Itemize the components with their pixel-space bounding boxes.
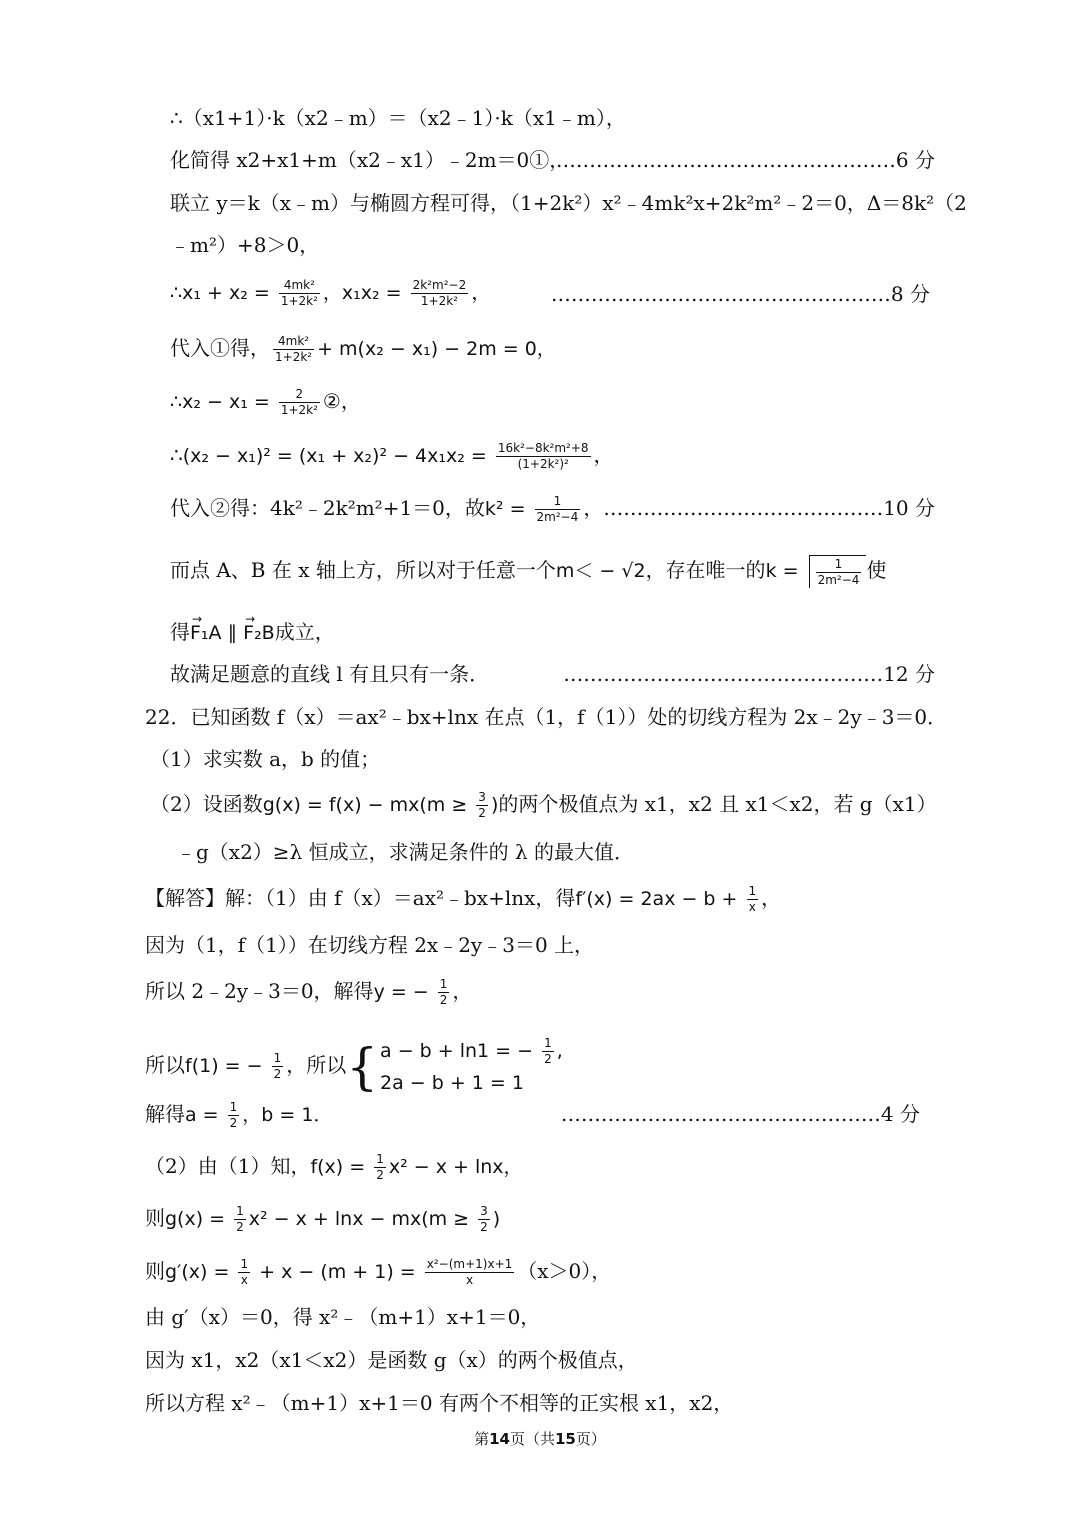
fraction: $\frac{1}{2}$ [236,1204,244,1234]
text: ∴ [170,443,183,467]
text: 代入②得：4k²﹣2k²m²+1＝0，故 [170,496,485,520]
text-line: ﹣m²）+8＞0， [170,233,320,257]
question-title: 22．已知函数 f（x）＝ax²﹣bx+lnx 在点（1，f（1））处的切线方程为 2x﹣2y﹣3＝0． [145,705,948,729]
text: 使 [866,558,887,582]
formula-line [145,1100,332,1131]
math: f(1) = − [185,1055,269,1077]
math: + m(x₂ − x₁) − 2m = 0， [317,338,556,360]
math: a = [185,1104,225,1126]
brace: { [346,1037,379,1096]
page-total: 15 [555,1430,576,1448]
text: 则 [145,1259,165,1283]
text: （x＞0）， [517,1259,612,1283]
text-line: 因为 x1，x2（x1＜x2）是函数 g（x）的两个极值点， [145,1348,638,1372]
score-marker: …………………………………………4 分 [560,1102,920,1126]
text: ，所以 [286,1053,347,1077]
text-line: 因为（1，f（1））在切线方程 2x﹣2y﹣3＝0 上， [145,933,595,957]
formula-line [170,387,361,418]
text: ，存在唯一的 [645,558,766,582]
math: (x₂ − x₁)² = (x₁ + x₂)² − 4x₁x₂ = [182,445,493,467]
fraction: $\frac{\text{4mk²}}{\text{1+2k²}}$ [280,278,318,308]
formula-line [145,977,472,1008]
formula-line [170,494,603,525]
fraction: $\frac{\text{16k²−8k²m²+8}}{\text{(1+2k²)²}}$ [497,441,589,471]
math: g(x) = f(x) − mx(m ≥ [262,794,474,816]
punct: ， [593,443,614,467]
formula-line [170,334,556,365]
text-line: 所以方程 x²﹣（m+1）x+1＝0 有两个不相等的正实根 x1，x2， [145,1391,734,1415]
text: 所以 2﹣2y﹣3＝0，解得 [145,979,374,1003]
math: k = [765,560,805,582]
fraction: $\frac{1}{2}$ [376,1152,384,1182]
math: ，b = 1． [242,1104,333,1126]
math: ) [490,794,499,816]
text-line: 故满足题意的直线 l 有且只有一条． [170,662,490,686]
fraction: $\frac{1}{\text{2m²−4}}$ [817,557,860,587]
math: m＜ − √2 [555,560,646,582]
formula-line [150,790,937,821]
text: ②， [322,389,361,413]
text: 【解答】解：（1）由 f（x）＝ax²﹣bx+lnx，得 [145,886,576,910]
formula-line [170,441,614,472]
fraction: $\frac{\text{x²−(m+1)x+1}}{x}$ [426,1257,513,1287]
formula-line [145,1257,611,1288]
text: （2）设函数 [150,792,263,816]
math: g′(x) = [165,1261,236,1283]
formula-line [145,884,781,915]
formula-line [170,278,491,309]
sqrt [809,555,867,588]
text-line: 联立 y＝k（x﹣m）与椭圆方程可得，（1+2k²）x²﹣4mk²x+2k²m²﹣2＝0，Δ＝8k²（2 [170,191,967,215]
math: y = − [373,981,435,1003]
formula-line [170,618,335,647]
fraction: $\frac{3}{2}$ [480,1204,488,1234]
text-line: ﹣g（x2）≥λ 恒成立，求满足条件的 λ 的最大值． [176,840,634,864]
punct: ， [583,496,604,520]
fraction: $\frac{1}{\text{2m²−4}}$ [536,494,579,524]
text-line: 由 g′（x）＝0，得 x²﹣（m+1）x+1＝0， [145,1305,541,1329]
score-marker: ……………………………………………8 分 [550,282,930,306]
fraction: $\frac{1}{2}$ [273,1051,282,1081]
text-line: 化简得 x2+x1+m（x2﹣x1）﹣2m＝0①， [170,148,570,172]
math: ，x₁x₂ = [322,282,408,304]
math: ∴x₁ + x₂ = [170,282,276,304]
formula-line [145,1030,563,1101]
score-marker: ……………………………………10 分 [603,496,935,520]
vector: → F₁A [190,619,222,647]
math: x² − x + lnx − mx(m ≥ [248,1208,476,1230]
score-marker: ……………………………………………6 分 [555,148,935,172]
text: 解得 [145,1102,185,1126]
text-line: （1）求实数 a，b 的值； [150,747,381,771]
text: 则 [145,1206,165,1230]
math: ∴x₂ − x₁ = [170,391,276,413]
punct: ， [761,886,782,910]
text: 的两个极值点为 x1，x2 且 x1＜x2，若 g（x1） [498,792,937,816]
fraction: $\frac{\text{2k²m²−2}}{\text{1+2k²}}$ [412,278,467,308]
text: 代入①得， [170,336,270,360]
fraction: $\frac{2}{\text{1+2k²}}$ [280,387,318,417]
text: 而点 A、B 在 x 轴上方，所以对于任意一个 [170,558,556,582]
math: f′(x) = 2ax − b + [575,888,744,910]
math: ) [492,1208,501,1230]
score-marker: …………………………………………12 分 [563,662,935,686]
page-footer: 第14页（共15页） [474,1430,606,1448]
math: f(x) = [310,1156,372,1178]
formula-line [170,555,886,588]
math: x² − x + lnx， [388,1156,523,1178]
page-number: 14 [489,1430,510,1448]
punct: ， [452,979,473,1003]
fraction: $\frac{1}{x}$ [240,1257,249,1287]
math: g(x) = [165,1208,232,1230]
fraction: $\frac{\text{4mk²}}{\text{1+2k²}}$ [275,334,313,364]
math: ∥ [221,622,244,644]
math: k² = [484,498,532,520]
formula-line [145,1204,500,1235]
fraction: $\frac{1}{2}$ [229,1100,238,1130]
text: 成立， [274,620,335,644]
fraction: $\frac{1}{x}$ [748,884,757,914]
fraction: $\frac{3}{2}$ [478,790,486,820]
text: 得 [170,620,190,644]
punct: ， [471,280,492,304]
text-line: ∴（x1+1）·k（x2﹣m）＝（x2﹣1）·k（x1﹣m）， [170,106,626,130]
formula-line [145,1152,523,1183]
text: 所以 [145,1053,185,1077]
vector: → F₂B [243,619,275,647]
text: （2）由（1）知， [145,1154,311,1178]
equation-system: a − b + ln1 = − $\frac{1}{2}$ , 2a − b + 1 = 1 [380,1035,563,1094]
fraction: $\frac{1}{2}$ [439,977,448,1007]
math: + x − (m + 1) = [253,1261,422,1283]
